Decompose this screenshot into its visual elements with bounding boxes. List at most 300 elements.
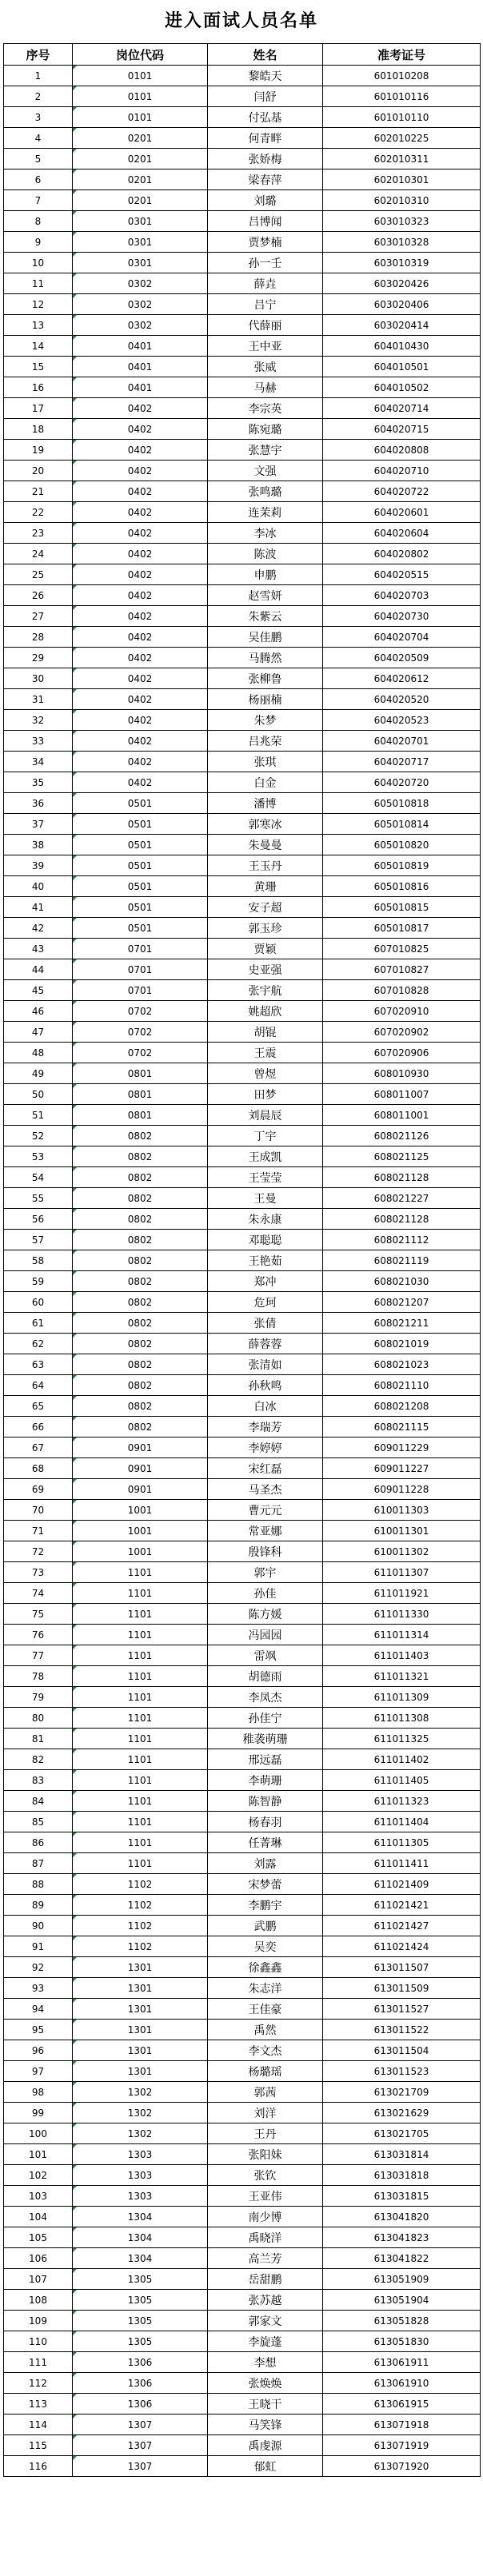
table-row <box>4 1521 481 1541</box>
cell-index: 35 <box>4 772 73 793</box>
cell-exam-number: 611021421 <box>323 1895 481 1916</box>
cell-exam-number: 604020720 <box>323 772 481 793</box>
cell-position-code: 0802 <box>73 1188 208 1209</box>
cell-exam-number: 602010311 <box>323 149 481 169</box>
cell-index: 53 <box>4 1146 73 1167</box>
table-row <box>4 1853 481 1874</box>
cell-name: 殷锋科 <box>208 1541 323 1562</box>
cell-exam-number: 609011227 <box>323 1458 481 1479</box>
cell-exam-number: 601010208 <box>323 66 481 86</box>
table-row <box>4 1500 481 1521</box>
cell-name: 张娇梅 <box>208 149 323 169</box>
table-row <box>4 544 481 564</box>
table-row <box>4 2040 481 2061</box>
cell-name: 潘博 <box>208 793 323 814</box>
table-row <box>4 1832 481 1853</box>
cell-index: 107 <box>4 2269 73 2290</box>
cell-name: 李旋蓬 <box>208 2331 323 2352</box>
cell-exam-number: 605010816 <box>323 876 481 897</box>
cell-exam-number: 609011228 <box>323 1479 481 1500</box>
table-row <box>4 2082 481 2103</box>
table-row <box>4 2456 481 2477</box>
cell-position-code: 0802 <box>73 1146 208 1167</box>
cell-position-code: 0501 <box>73 793 208 814</box>
cell-index: 108 <box>4 2290 73 2311</box>
cell-exam-number: 604020808 <box>323 440 481 461</box>
cell-name: 代薛丽 <box>208 315 323 336</box>
cell-name: 张慧宇 <box>208 440 323 461</box>
cell-position-code: 1001 <box>73 1500 208 1521</box>
cell-name: 王莹莹 <box>208 1167 323 1188</box>
cell-position-code: 0901 <box>73 1479 208 1500</box>
table-row <box>4 855 481 876</box>
cell-name: 朱曼曼 <box>208 835 323 855</box>
table-row <box>4 1999 481 2020</box>
cell-name: 吕宁 <box>208 294 323 315</box>
cell-name: 禹虔源 <box>208 2435 323 2456</box>
table-header-row <box>4 44 481 66</box>
cell-exam-number: 609011229 <box>323 1438 481 1458</box>
cell-position-code: 1101 <box>73 1791 208 1812</box>
cell-exam-number: 607010825 <box>323 939 481 959</box>
cell-exam-number: 611011323 <box>323 1791 481 1812</box>
cell-exam-number: 608021207 <box>323 1292 481 1313</box>
cell-name: 王佳豪 <box>208 1999 323 2020</box>
cell-index: 43 <box>4 939 73 959</box>
cell-exam-number: 604020604 <box>323 523 481 544</box>
cell-exam-number: 604020612 <box>323 668 481 689</box>
cell-position-code: 0501 <box>73 835 208 855</box>
cell-name: 丁宇 <box>208 1126 323 1146</box>
cell-name: 张鸣璐 <box>208 481 323 502</box>
cell-index: 72 <box>4 1541 73 1562</box>
cell-exam-number: 605010817 <box>323 918 481 939</box>
cell-index: 76 <box>4 1625 73 1645</box>
cell-index: 63 <box>4 1354 73 1375</box>
cell-position-code: 1102 <box>73 1916 208 1936</box>
table-row <box>4 2290 481 2311</box>
cell-index: 88 <box>4 1874 73 1895</box>
cell-name: 陈智静 <box>208 1791 323 1812</box>
table-row <box>4 1313 481 1334</box>
cell-position-code: 0201 <box>73 190 208 211</box>
cell-exam-number: 604010501 <box>323 357 481 377</box>
cell-index: 93 <box>4 1978 73 1999</box>
cell-exam-number: 610011301 <box>323 1521 481 1541</box>
table-row <box>4 1583 481 1604</box>
table-row <box>4 752 481 772</box>
cell-name: 马笑锋 <box>208 2415 323 2435</box>
cell-position-code: 1101 <box>73 1562 208 1583</box>
cell-position-code: 0402 <box>73 544 208 564</box>
table-row <box>4 1375 481 1396</box>
cell-index: 77 <box>4 1645 73 1666</box>
cell-exam-number: 611011402 <box>323 1749 481 1770</box>
table-row <box>4 294 481 315</box>
cell-index: 87 <box>4 1853 73 1874</box>
cell-name: 朱志洋 <box>208 1978 323 1999</box>
cell-name: 高兰芳 <box>208 2248 323 2269</box>
table-row <box>4 2352 481 2373</box>
cell-name: 王震 <box>208 1043 323 1063</box>
cell-name: 杨春羽 <box>208 1812 323 1832</box>
cell-name: 李凤杰 <box>208 1687 323 1708</box>
cell-name: 马腾然 <box>208 648 323 668</box>
cell-index: 20 <box>4 461 73 481</box>
table-row <box>4 1001 481 1022</box>
cell-exam-number: 611011309 <box>323 1687 481 1708</box>
cell-index: 4 <box>4 128 73 149</box>
header-position-code: 岗位代码 <box>73 44 208 66</box>
cell-index: 42 <box>4 918 73 939</box>
table-row <box>4 169 481 190</box>
candidate-table <box>3 43 481 2477</box>
cell-index: 105 <box>4 2227 73 2248</box>
cell-position-code: 1101 <box>73 1583 208 1604</box>
cell-name: 李鹏宇 <box>208 1895 323 1916</box>
table-row <box>4 1708 481 1729</box>
cell-name: 张倩 <box>208 1313 323 1334</box>
cell-name: 王曼 <box>208 1188 323 1209</box>
cell-position-code: 0802 <box>73 1126 208 1146</box>
cell-exam-number: 604020704 <box>323 627 481 648</box>
cell-name: 梁春萍 <box>208 169 323 190</box>
cell-exam-number: 604020710 <box>323 461 481 481</box>
cell-position-code: 0802 <box>73 1354 208 1375</box>
cell-name: 王丹 <box>208 2123 323 2144</box>
table-row <box>4 1043 481 1063</box>
cell-exam-number: 613041822 <box>323 2248 481 2269</box>
cell-exam-number: 604020730 <box>323 606 481 627</box>
cell-name: 薛垚 <box>208 273 323 294</box>
cell-exam-number: 613011523 <box>323 2061 481 2082</box>
cell-position-code: 0802 <box>73 1334 208 1354</box>
table-row <box>4 1541 481 1562</box>
cell-exam-number: 607020906 <box>323 1043 481 1063</box>
cell-name: 郑冲 <box>208 1271 323 1292</box>
table-row <box>4 668 481 689</box>
cell-position-code: 0802 <box>73 1417 208 1438</box>
cell-position-code: 1001 <box>73 1541 208 1562</box>
table-row <box>4 315 481 336</box>
cell-exam-number: 608011007 <box>323 1084 481 1105</box>
cell-exam-number: 613051904 <box>323 2290 481 2311</box>
cell-exam-number: 604020515 <box>323 564 481 585</box>
cell-position-code: 1307 <box>73 2415 208 2435</box>
cell-exam-number: 611011305 <box>323 1832 481 1853</box>
cell-exam-number: 603010323 <box>323 211 481 232</box>
cell-name: 常亚娜 <box>208 1521 323 1541</box>
cell-index: 50 <box>4 1084 73 1105</box>
cell-name: 张阳妹 <box>208 2144 323 2165</box>
cell-index: 23 <box>4 523 73 544</box>
cell-exam-number: 604020802 <box>323 544 481 564</box>
cell-exam-number: 607020910 <box>323 1001 481 1022</box>
cell-name: 李文杰 <box>208 2040 323 2061</box>
cell-position-code: 1001 <box>73 1521 208 1541</box>
cell-index: 12 <box>4 294 73 315</box>
cell-exam-number: 604010430 <box>323 336 481 357</box>
cell-name: 朱紫云 <box>208 606 323 627</box>
cell-name: 杨璐瑶 <box>208 2061 323 2082</box>
cell-index: 16 <box>4 377 73 398</box>
cell-name: 史亚强 <box>208 959 323 980</box>
cell-position-code: 1301 <box>73 2020 208 2040</box>
cell-position-code: 1101 <box>73 1812 208 1832</box>
table-row <box>4 980 481 1001</box>
cell-name: 申鹏 <box>208 564 323 585</box>
cell-name: 朱永康 <box>208 1209 323 1230</box>
cell-name: 王晓干 <box>208 2394 323 2415</box>
table-row <box>4 2269 481 2290</box>
cell-position-code: 1304 <box>73 2227 208 2248</box>
table-row <box>4 190 481 211</box>
header-exam-number: 准考证号 <box>323 44 481 66</box>
cell-index: 2 <box>4 86 73 107</box>
cell-index: 49 <box>4 1063 73 1084</box>
cell-exam-number: 603010328 <box>323 232 481 253</box>
table-row <box>4 2311 481 2331</box>
cell-exam-number: 608021128 <box>323 1209 481 1230</box>
cell-index: 83 <box>4 1770 73 1791</box>
cell-exam-number: 611021409 <box>323 1874 481 1895</box>
table-row <box>4 128 481 149</box>
cell-index: 110 <box>4 2331 73 2352</box>
cell-exam-number: 601010110 <box>323 107 481 128</box>
cell-index: 91 <box>4 1936 73 1957</box>
cell-index: 73 <box>4 1562 73 1583</box>
cell-name: 贾梦楠 <box>208 232 323 253</box>
cell-position-code: 1302 <box>73 2123 208 2144</box>
cell-position-code: 1101 <box>73 1645 208 1666</box>
cell-position-code: 0801 <box>73 1084 208 1105</box>
table-row <box>4 1791 481 1812</box>
table-row <box>4 523 481 544</box>
cell-position-code: 1305 <box>73 2311 208 2331</box>
table-row <box>4 1936 481 1957</box>
cell-index: 112 <box>4 2373 73 2394</box>
cell-position-code: 1307 <box>73 2435 208 2456</box>
cell-name: 田梦 <box>208 1084 323 1105</box>
cell-index: 33 <box>4 731 73 752</box>
table-row <box>4 731 481 752</box>
cell-exam-number: 608021227 <box>323 1188 481 1209</box>
cell-exam-number: 613011507 <box>323 1957 481 1978</box>
cell-index: 6 <box>4 169 73 190</box>
cell-index: 67 <box>4 1438 73 1458</box>
cell-exam-number: 611011314 <box>323 1625 481 1645</box>
cell-exam-number: 608021208 <box>323 1396 481 1417</box>
cell-position-code: 0501 <box>73 897 208 918</box>
cell-position-code: 0402 <box>73 419 208 440</box>
cell-position-code: 1101 <box>73 1687 208 1708</box>
cell-index: 11 <box>4 273 73 294</box>
cell-position-code: 1301 <box>73 2040 208 2061</box>
cell-exam-number: 613061910 <box>323 2373 481 2394</box>
table-row <box>4 1063 481 1084</box>
table-row <box>4 336 481 357</box>
cell-position-code: 1301 <box>73 1978 208 1999</box>
cell-position-code: 0402 <box>73 772 208 793</box>
cell-index: 99 <box>4 2103 73 2123</box>
table-row <box>4 918 481 939</box>
cell-exam-number: 613021629 <box>323 2103 481 2123</box>
table-row <box>4 814 481 835</box>
cell-position-code: 0802 <box>73 1313 208 1334</box>
table-row <box>4 1230 481 1250</box>
table-row <box>4 627 481 648</box>
cell-position-code: 0402 <box>73 710 208 731</box>
table-row <box>4 1354 481 1375</box>
cell-index: 66 <box>4 1417 73 1438</box>
cell-exam-number: 602010301 <box>323 169 481 190</box>
cell-position-code: 0402 <box>73 481 208 502</box>
cell-name: 邓聪聪 <box>208 1230 323 1250</box>
cell-index: 46 <box>4 1001 73 1022</box>
cell-name: 黎皓天 <box>208 66 323 86</box>
cell-position-code: 1302 <box>73 2082 208 2103</box>
cell-position-code: 0302 <box>73 294 208 315</box>
table-row <box>4 1396 481 1417</box>
cell-exam-number: 608021119 <box>323 1250 481 1271</box>
cell-name: 曾煜 <box>208 1063 323 1084</box>
table-row <box>4 107 481 128</box>
cell-exam-number: 611011307 <box>323 1562 481 1583</box>
cell-index: 36 <box>4 793 73 814</box>
table-row <box>4 440 481 461</box>
cell-name: 张柳鲁 <box>208 668 323 689</box>
cell-exam-number: 613051828 <box>323 2311 481 2331</box>
cell-name: 王中亚 <box>208 336 323 357</box>
cell-name: 孙秋鸣 <box>208 1375 323 1396</box>
cell-position-code: 0801 <box>73 1105 208 1126</box>
cell-name: 王亚伟 <box>208 2186 323 2207</box>
cell-position-code: 1101 <box>73 1708 208 1729</box>
cell-exam-number: 605010815 <box>323 897 481 918</box>
table-row <box>4 1978 481 1999</box>
cell-position-code: 0401 <box>73 336 208 357</box>
cell-name: 杨丽楠 <box>208 689 323 710</box>
cell-index: 89 <box>4 1895 73 1916</box>
cell-name: 朱梦 <box>208 710 323 731</box>
cell-exam-number: 607010827 <box>323 959 481 980</box>
cell-name: 稚袭萌珊 <box>208 1729 323 1749</box>
cell-index: 109 <box>4 2311 73 2331</box>
cell-position-code: 1301 <box>73 1999 208 2020</box>
table-row <box>4 1438 481 1458</box>
cell-position-code: 1101 <box>73 1770 208 1791</box>
cell-name: 禹然 <box>208 2020 323 2040</box>
page-title: 进入面试人员名单 <box>164 11 318 31</box>
table-row <box>4 1146 481 1167</box>
cell-position-code: 1102 <box>73 1874 208 1895</box>
cell-index: 38 <box>4 835 73 855</box>
table-row <box>4 1729 481 1749</box>
cell-name: 陈宛璐 <box>208 419 323 440</box>
cell-position-code: 0101 <box>73 86 208 107</box>
cell-index: 70 <box>4 1500 73 1521</box>
cell-position-code: 1305 <box>73 2269 208 2290</box>
cell-position-code: 1101 <box>73 1666 208 1687</box>
table-row <box>4 419 481 440</box>
cell-exam-number: 611011330 <box>323 1604 481 1625</box>
table-row <box>4 710 481 731</box>
cell-position-code: 0802 <box>73 1396 208 1417</box>
cell-index: 114 <box>4 2415 73 2435</box>
cell-position-code: 1304 <box>73 2207 208 2227</box>
cell-exam-number: 611011325 <box>323 1729 481 1749</box>
cell-name: 何青畔 <box>208 128 323 149</box>
cell-index: 94 <box>4 1999 73 2020</box>
cell-name: 李想 <box>208 2352 323 2373</box>
cell-index: 56 <box>4 1209 73 1230</box>
cell-index: 51 <box>4 1105 73 1126</box>
cell-name: 胡锟 <box>208 1022 323 1043</box>
table-row <box>4 689 481 710</box>
cell-exam-number: 608021023 <box>323 1354 481 1375</box>
cell-position-code: 0301 <box>73 232 208 253</box>
cell-name: 张清如 <box>208 1354 323 1375</box>
cell-index: 13 <box>4 315 73 336</box>
cell-exam-number: 613031814 <box>323 2144 481 2165</box>
cell-exam-number: 613041823 <box>323 2227 481 2248</box>
cell-index: 27 <box>4 606 73 627</box>
cell-exam-number: 602010225 <box>323 128 481 149</box>
cell-exam-number: 608021211 <box>323 1313 481 1334</box>
cell-position-code: 1306 <box>73 2373 208 2394</box>
cell-index: 82 <box>4 1749 73 1770</box>
cell-exam-number: 611011405 <box>323 1770 481 1791</box>
cell-index: 98 <box>4 2082 73 2103</box>
cell-position-code: 0402 <box>73 502 208 523</box>
cell-name: 李宗英 <box>208 398 323 419</box>
cell-index: 65 <box>4 1396 73 1417</box>
cell-exam-number: 608021128 <box>323 1167 481 1188</box>
cell-index: 100 <box>4 2123 73 2144</box>
cell-name: 郭寒冰 <box>208 814 323 835</box>
cell-name: 马赫 <box>208 377 323 398</box>
cell-name: 王玉丹 <box>208 855 323 876</box>
cell-exam-number: 613031818 <box>323 2165 481 2186</box>
cell-exam-number: 613021709 <box>323 2082 481 2103</box>
table-row <box>4 1105 481 1126</box>
cell-name: 陈波 <box>208 544 323 564</box>
cell-name: 李婷婷 <box>208 1438 323 1458</box>
table-row <box>4 959 481 980</box>
cell-position-code: 0802 <box>73 1209 208 1230</box>
table-row <box>4 1895 481 1916</box>
cell-exam-number: 604020520 <box>323 689 481 710</box>
cell-name: 郭玉珍 <box>208 918 323 939</box>
cell-position-code: 0301 <box>73 253 208 273</box>
cell-exam-number: 613061911 <box>323 2352 481 2373</box>
cell-index: 75 <box>4 1604 73 1625</box>
cell-index: 15 <box>4 357 73 377</box>
cell-position-code: 0301 <box>73 211 208 232</box>
cell-name: 李萌珊 <box>208 1770 323 1791</box>
table-row <box>4 1126 481 1146</box>
cell-position-code: 1101 <box>73 1749 208 1770</box>
cell-name: 雷飒 <box>208 1645 323 1666</box>
table-row <box>4 1645 481 1666</box>
table-body <box>4 66 481 2477</box>
cell-exam-number: 611011308 <box>323 1708 481 1729</box>
cell-position-code: 0901 <box>73 1438 208 1458</box>
cell-name: 曹元元 <box>208 1500 323 1521</box>
cell-index: 31 <box>4 689 73 710</box>
cell-index: 80 <box>4 1708 73 1729</box>
cell-exam-number: 613031815 <box>323 2186 481 2207</box>
